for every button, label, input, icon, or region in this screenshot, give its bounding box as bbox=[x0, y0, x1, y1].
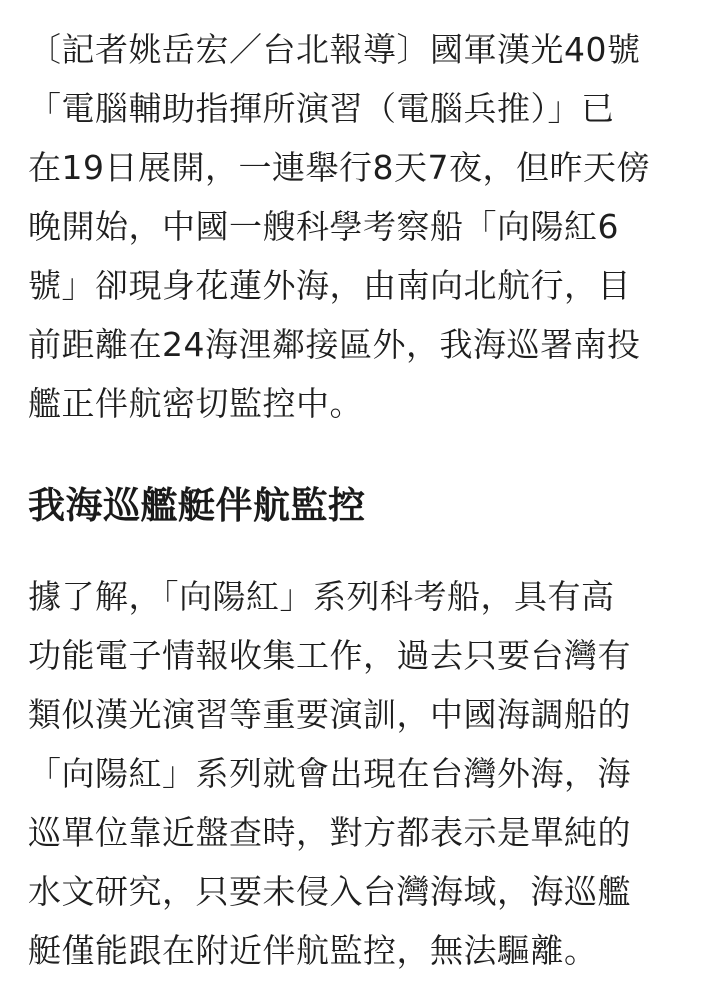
paragraph-line: 「電腦輔助指揮所演習（電腦兵推）」已 bbox=[28, 89, 615, 128]
article-paragraph-1 bbox=[28, 20, 696, 433]
paragraph-line: 水文研究，只要未侵入台灣海域，海巡艦 bbox=[28, 872, 631, 911]
paragraph-line: 艇僅能跟在附近伴航監控，無法驅離。 bbox=[28, 931, 598, 970]
paragraph-line: 艦正伴航密切監控中。 bbox=[28, 384, 363, 423]
section-heading: 我海巡艦艇伴航監控 bbox=[28, 484, 366, 527]
paragraph-line: 巡單位靠近盤查時，對方都表示是單純的 bbox=[28, 813, 631, 852]
paragraph-line: 「向陽紅」系列就會出現在台灣外海，海 bbox=[28, 754, 631, 793]
paragraph-line: 晚開始，中國一艘科學考察船「向陽紅6 bbox=[28, 207, 619, 246]
paragraph-line: 號」卻現身花蓮外海，由南向北航行，目 bbox=[28, 266, 631, 305]
paragraph-line: 類似漢光演習等重要演訓，中國海調船的 bbox=[28, 695, 631, 734]
paragraph-line: 〔記者姚岳宏／台北報導〕國軍漢光40號 bbox=[28, 30, 641, 69]
article-paragraph-2 bbox=[28, 567, 696, 980]
paragraph-line: 功能電子情報收集工作，過去只要台灣有 bbox=[28, 636, 631, 675]
paragraph-line: 在19日展開，一連舉行8天7夜，但昨天傍 bbox=[28, 148, 650, 187]
paragraph-line: 前距離在24海浬鄰接區外，我海巡署南投 bbox=[28, 325, 641, 364]
paragraph-line: 據了解，「向陽紅」系列科考船，具有高 bbox=[28, 577, 615, 616]
